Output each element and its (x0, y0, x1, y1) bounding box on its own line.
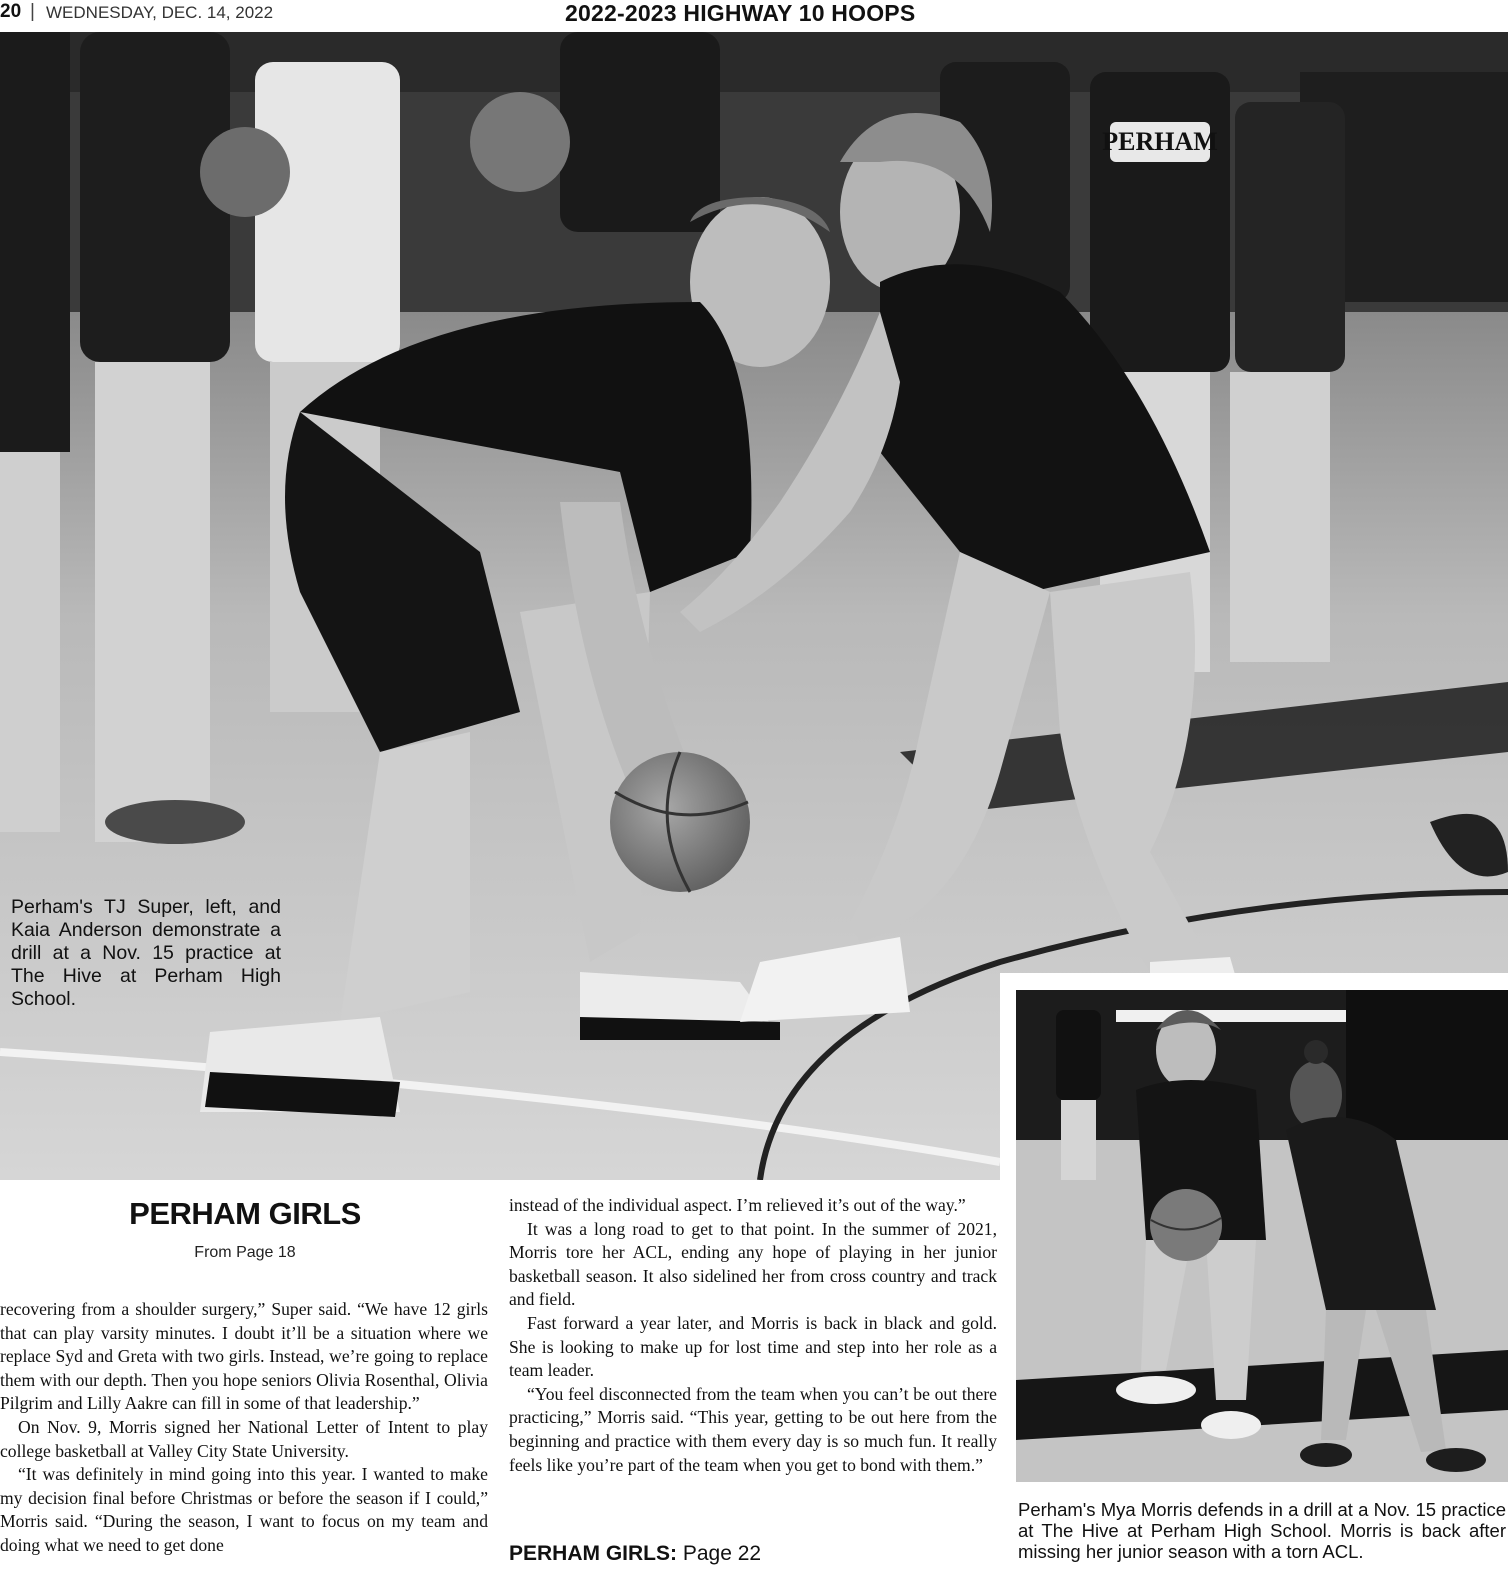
header-separator: | (30, 1, 35, 22)
jersey-lettering: PERHAM (1102, 127, 1218, 156)
inset-photo (1016, 990, 1508, 1482)
page-number: 20 (0, 1, 22, 22)
article-headline: PERHAM GIRLS (129, 1196, 361, 1231)
paragraph: On Nov. 9, Morris signed her National Letter of Intent to play college basketball at Valley City State University. (0, 1416, 488, 1461)
article-column-1 (0, 1298, 488, 1558)
article-column-2 (509, 1194, 997, 1477)
main-photo-caption: Perham's TJ Super, left, and Kaia Anderson demonstrate a drill at a Nov. 15 practice at The Hive at Perham High School. (11, 896, 281, 1010)
continued-from: From Page 18 (194, 1244, 296, 1261)
paragraph: instead of the individual aspect. I’m relieved it’s out of the way.” (509, 1195, 966, 1215)
paragraph: recovering from a shoulder surgery,” Super said. “We have 12 girls that can play varsity minutes. I doubt it’ll be a situation where we replace Syd and Greta with two girls. Instead, we’re going to replace them with our depth. Then you hope seniors Olivia Rosenthal, Olivia Pilgrim and Lilly Aakre can fill in some of that leadership.” (0, 1299, 488, 1414)
paragraph: Fast forward a year later, and Morris is back in black and gold. She is looking to make up for lost time and step into her role as a team leader. (509, 1312, 997, 1381)
jump-label: PERHAM GIRLS: (509, 1542, 677, 1565)
inset-photo-caption: Perham's Mya Morris defends in a drill at a Nov. 15 practice at The Hive at Perham High School. Morris is back after missing her junior season with a torn ACL. (1018, 1499, 1506, 1562)
paragraph: It was a long road to get to that point. In the summer of 2021, Morris tore her ACL, ending any hope of playing in her junior basketball season. It also sidelined her from cross country and track and field. (509, 1218, 997, 1310)
issue-date: WEDNESDAY, DEC. 14, 2022 (46, 3, 274, 22)
jump-page: Page 22 (682, 1542, 762, 1565)
paragraph: “You feel disconnected from the team when you can’t be out there practicing,” Morris said. “This year, getting to be out here from the beginning and practice with them every day is so much fun. It really feels like you’re part of the team when you get to bond with them.” (509, 1383, 997, 1475)
continued-on (509, 1542, 761, 1566)
paragraph: “It was definitely in mind going into this year. I wanted to make my decision final before Christmas or before the season if I could,” Morris said. “During the season, I want to focus on my team and doing what we need to get done (0, 1464, 488, 1555)
section-title: 2022-2023 HIGHWAY 10 HOOPS (565, 0, 916, 26)
